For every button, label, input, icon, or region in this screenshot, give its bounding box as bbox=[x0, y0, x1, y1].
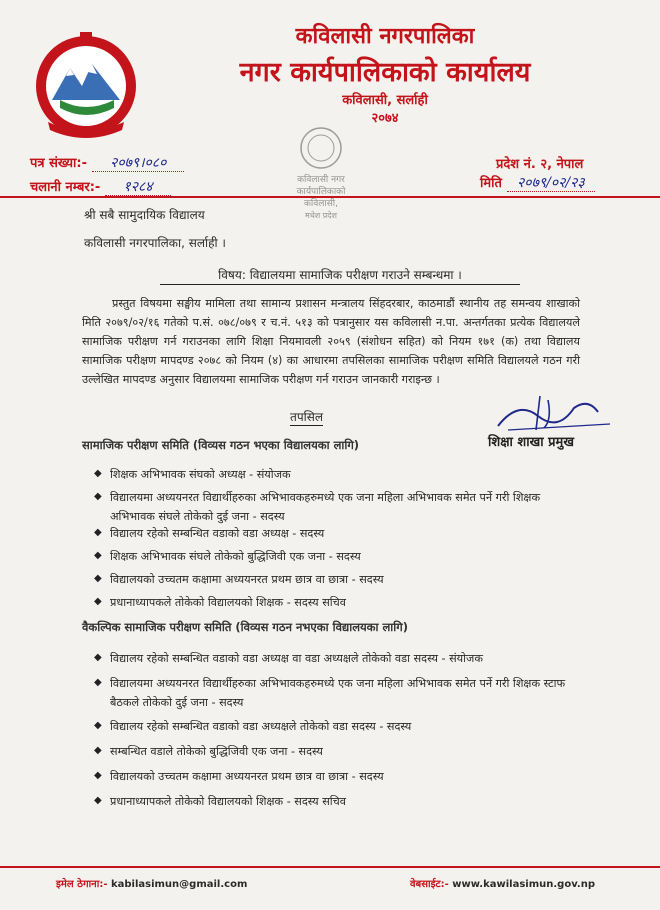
bullet-icon: ◆ bbox=[94, 770, 102, 781]
footer-divider bbox=[0, 866, 660, 868]
section1-heading: सामाजिक परीक्षण समिति (विव्यस गठन भएका विद्यालयका लागि) bbox=[82, 438, 360, 452]
section2-item: विद्यालय रहेको सम्बन्धित वडाको वडा अध्यक्ष वा वडा अध्यक्षले तोकेको वडा सदस्य - संयोजक bbox=[110, 652, 483, 665]
section1-item: प्रधानाध्यापकले तोकेको विद्यालयको शिक्षक - सदस्य सचिव bbox=[110, 596, 346, 609]
section2-item: सम्बन्धित वडाले तोकेको बुद्धिजिवी एक जना - सदस्य bbox=[110, 745, 323, 758]
svg-text:कविलासी नगर: कविलासी नगर bbox=[297, 175, 345, 185]
tapsil-heading: तपसिल bbox=[290, 410, 324, 424]
bullet-icon: ◆ bbox=[94, 720, 102, 731]
website-label: वेबसाईट:- bbox=[410, 879, 449, 890]
letter-subject: विषय: विद्यालयमा सामाजिक परीक्षण गराउने सम्बन्धमा । bbox=[160, 266, 520, 285]
section2-item: विद्यालयको उच्चतम कक्षामा अध्ययनरत प्रथम छात्र वा छात्रा - सदस्य bbox=[110, 770, 384, 783]
established-year: २०७४ bbox=[371, 111, 399, 126]
ref-number-value: २०७९।०८० bbox=[92, 155, 184, 172]
office-name: नगर कार्यपालिकाको कार्यालय bbox=[239, 57, 531, 88]
bullet-icon: ◆ bbox=[94, 527, 102, 538]
svg-text:कविलासी,: कविलासी, bbox=[304, 199, 338, 209]
municipality-name: कविलासी नगरपालिका bbox=[295, 24, 475, 49]
date-value: २०७९/०२/२३ bbox=[507, 175, 595, 192]
nepal-emblem-logo bbox=[30, 28, 142, 146]
section1-item: विद्यालयमा अध्ययनरत विद्यार्थीहरुका अभिभावकहरुमध्ये एक जना महिला अभिभावक समेत पर्ने गरी शिक्षक अभिभावक संघले तोकेको दुई जना - सदस्य bbox=[110, 491, 541, 523]
signature-label: शिक्षा शाखा प्रमुख bbox=[488, 435, 574, 450]
section2-heading: वैकल्पिक सामाजिक परीक्षण समिति (विव्यस गठन नभएका विद्यालयका लागि) bbox=[82, 620, 408, 634]
date-row bbox=[480, 172, 595, 192]
svg-text:मधेश प्रदेश: मधेश प्रदेश bbox=[305, 211, 337, 220]
section2-item: विद्यालय रहेको सम्बन्धित वडाको वडा अध्यक्षले तोकेको वडा सदस्य - सदस्य bbox=[110, 720, 412, 733]
section1-item: शिक्षक अभिभावक संघको अध्यक्ष - संयोजक bbox=[110, 468, 291, 481]
dispatch-number-value: १२८४ bbox=[105, 179, 170, 196]
footer-email bbox=[56, 876, 247, 890]
province-label: प्रदेश नं. २, नेपाल bbox=[496, 157, 584, 172]
svg-text:कार्यपालिकाको: कार्यपालिकाको bbox=[296, 187, 346, 197]
section1-item: शिक्षक अभिभावक संघले तोकेको बुद्धिजिवी एक जना - सदस्य bbox=[110, 550, 361, 563]
bullet-icon: ◆ bbox=[94, 573, 102, 584]
bullet-icon: ◆ bbox=[94, 468, 102, 479]
bullet-icon: ◆ bbox=[94, 677, 102, 688]
bullet-icon: ◆ bbox=[94, 491, 102, 502]
body-paragraph: प्रस्तुत विषयमा सङ्घीय मामिला तथा सामान्य प्रशासन मन्त्रालय सिंहदरबार, काठमाडौं स्थानीय तह समन्वय शाखाको मिति २०७९/०२/१६ गतेको प.सं. ०७८/०७९ र च.नं. ५१३ को पत्रानुसार यस कविलासी न.पा. अन्तर्गतका प्रत्येक विद्यालयले सामाजिक परीक्षण गर्न गराउनका लागि शिक्षा नियमावली २०५९ (संशोधन सहित) को नियम १७१ (क) तथा विद्यालय सामाजिक परीक्षण मापदण्ड २०७८ को नियम (४) का आधारमा तपसिलका सामाजिक परीक्षण समिति विद्यालयले गठन गरी उल्लेखित मापदण्ड अनुसार विद्यालयमा सामाजिक परीक्षण गर्न गराउन जानकारी गराइन्छ । bbox=[82, 297, 580, 386]
office-address: कविलासी, सर्लाही bbox=[342, 93, 428, 108]
recipient-line2: कविलासी नगरपालिका, सर्लाही । bbox=[84, 236, 226, 250]
section2-item: विद्यालयमा अध्ययनरत विद्यार्थीहरुका अभिभावकहरुमध्ये एक जना महिला अभिभावक समेत पर्ने गरी शिक्षक स्टाफ बैठकले तोकेको दुई जना - सदस्य bbox=[110, 677, 566, 709]
ref-number-label: पत्र संख्या:- bbox=[30, 156, 87, 171]
date-label: मिति bbox=[480, 176, 502, 191]
dispatch-number-row bbox=[30, 176, 171, 196]
bullet-icon: ◆ bbox=[94, 652, 102, 663]
section1-item: विद्यालयको उच्चतम कक्षामा अध्ययनरत प्रथम छात्र वा छात्रा - सदस्य bbox=[110, 573, 384, 586]
bullet-icon: ◆ bbox=[94, 745, 102, 756]
bullet-icon: ◆ bbox=[94, 550, 102, 561]
email-link[interactable]: kabilasimun@gmail.com bbox=[110, 879, 248, 890]
footer-website bbox=[410, 876, 595, 890]
dispatch-number-label: चलानी नम्बर:- bbox=[30, 180, 101, 195]
bullet-icon: ◆ bbox=[94, 795, 102, 806]
office-stamp bbox=[268, 124, 374, 224]
recipient-line1: श्री सबै सामुदायिक विद्यालय bbox=[84, 208, 205, 222]
bullet-icon: ◆ bbox=[94, 596, 102, 607]
ref-number-row bbox=[30, 152, 184, 172]
website-link[interactable]: www.kawilasimun.gov.np bbox=[452, 879, 595, 890]
section2-item: प्रधानाध्यापकले तोकेको विद्यालयको शिक्षक - सदस्य सचिव bbox=[110, 795, 346, 808]
section1-item: विद्यालय रहेको सम्बन्धित वडाको वडा अध्यक्ष - सदस्य bbox=[110, 527, 325, 540]
email-label: इमेल ठेगाना:- bbox=[56, 879, 108, 890]
